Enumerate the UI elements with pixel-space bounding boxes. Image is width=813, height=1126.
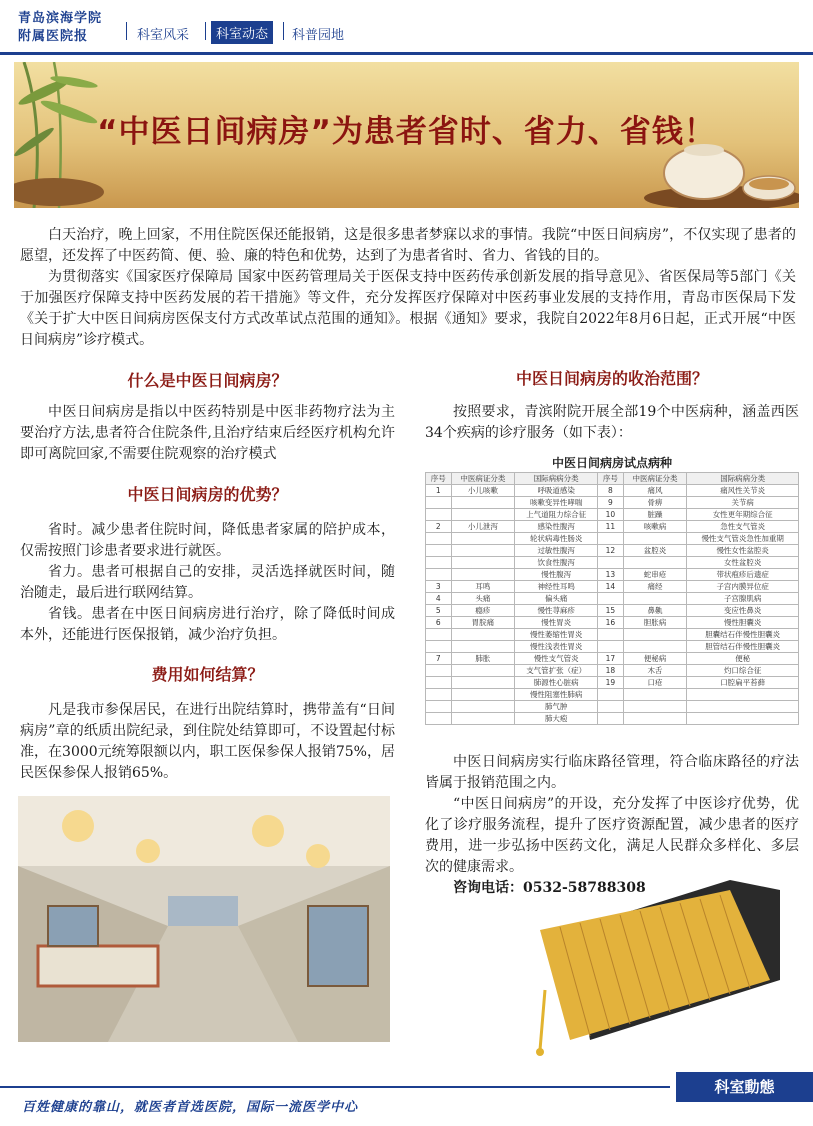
opening-paragraph: “中医日间病房”的开设，充分发挥了中医诊疗优势，优化了诊疗服务流程，提升了医疗资源配置，减少患者的医疗费用，进一步弘扬中医药文化，满足人民群众多样化、多层次的健康需求。 <box>425 796 799 875</box>
table-cell: 胆胀病 <box>623 617 687 629</box>
banner-title: “中医日间病房”为患者省时、省力、省钱！ <box>97 114 716 150</box>
table-cell: 3 <box>426 581 452 593</box>
table-cell: 肺胀 <box>451 653 515 665</box>
table-cell: 胃脘痛 <box>451 617 515 629</box>
table-cell: 口腔扁平苔藓 <box>687 677 799 689</box>
heading-what-is: 什么是中医日间病房？ <box>127 371 288 390</box>
table-cell: 变应性鼻炎 <box>687 605 799 617</box>
table-row <box>426 653 799 665</box>
table-cell <box>451 569 515 581</box>
table-cell: 口疮 <box>623 677 687 689</box>
table-cell <box>451 641 515 653</box>
table-cell: 盆腔炎 <box>623 545 687 557</box>
table-header-cell: 序号 <box>426 473 452 485</box>
table-cell <box>598 557 624 569</box>
heading-settlement: 费用如何结算？ <box>151 665 264 684</box>
nav-divider <box>205 22 206 40</box>
table-cell <box>598 713 624 725</box>
table-cell: 2 <box>426 521 452 533</box>
table-cell <box>426 497 452 509</box>
table-cell <box>623 593 687 605</box>
table-cell: 子宫腺肌病 <box>687 593 799 605</box>
table-cell: 肺大疱 <box>515 713 598 725</box>
table-cell: 头痛 <box>451 593 515 605</box>
table-cell: 轮状病毒性肠炎 <box>515 533 598 545</box>
table-cell: 肺气肿 <box>515 701 598 713</box>
table-cell <box>426 641 452 653</box>
table-cell: 慢性萎缩性胃炎 <box>515 629 598 641</box>
nav-tab-science-garden[interactable]: 科普园地 <box>292 28 345 43</box>
table-row <box>426 701 799 713</box>
what-is-paragraph: 中医日间病房是指以中医药特别是中医非药物疗法为主要治疗方法,患者符合住院条件,且治疗结束后经医疗机构允许即可离院回家,不需要住院观察的治疗模式 <box>20 404 395 462</box>
table-cell: 急性支气管炎 <box>687 521 799 533</box>
table-row <box>426 485 799 497</box>
advantage-money: 省钱。患者在中医日间病房进行治疗，除了降低时间成本外，还能进行医保报销，减少治疗负担。 <box>20 606 395 643</box>
table-cell <box>451 689 515 701</box>
nav-tab-department-news[interactable]: 科室动态 <box>211 21 273 44</box>
table-cell <box>426 533 452 545</box>
table-cell <box>426 701 452 713</box>
table-cell: 痛经 <box>623 581 687 593</box>
table-cell <box>451 497 515 509</box>
table-cell <box>598 689 624 701</box>
table-cell <box>426 545 452 557</box>
table-cell <box>623 689 687 701</box>
table-cell <box>451 533 515 545</box>
table-cell <box>623 713 687 725</box>
table-cell: 偏头痛 <box>515 593 598 605</box>
table-cell: 17 <box>598 653 624 665</box>
table-cell: 慢性浅表性胃炎 <box>515 641 598 653</box>
table-row <box>426 593 799 605</box>
table-row <box>426 605 799 617</box>
disease-table <box>425 452 799 725</box>
table-cell <box>598 629 624 641</box>
table-cell: 胆管结石伴慢性胆囊炎 <box>687 641 799 653</box>
table-cell <box>426 689 452 701</box>
table-header-row <box>426 473 799 485</box>
table-cell: 感染性腹泻 <box>515 521 598 533</box>
ward-photo <box>18 796 390 1042</box>
table-cell: 慢性女性盆腔炎 <box>687 545 799 557</box>
table-cell <box>598 533 624 545</box>
table-cell <box>426 713 452 725</box>
table-cell: 神经性耳鸣 <box>515 581 598 593</box>
table-cell: 7 <box>426 653 452 665</box>
table-cell: 耳鸣 <box>451 581 515 593</box>
table-cell <box>623 641 687 653</box>
table-row <box>426 677 799 689</box>
scope-paragraph: 按照要求，青滨附院开展全部19个中医病种，涵盖西医34个疾病的诊疗服务（如下表）： <box>425 404 799 441</box>
table-cell <box>623 533 687 545</box>
contact-phone: 咨询电话：0532-58788308 <box>453 880 646 896</box>
table-cell: 小儿咳嗽 <box>451 485 515 497</box>
header-rule <box>0 52 813 55</box>
table-cell: 慢性腹泻 <box>515 569 598 581</box>
table-row <box>426 713 799 725</box>
table-cell: 蛇串疮 <box>623 569 687 581</box>
nav-tab-department-style[interactable]: 科室风采 <box>137 28 190 43</box>
footer <box>0 1078 813 1126</box>
advantage-time: 省时。减少患者住院时间，降低患者家属的陪护成本，仅需按照门诊患者要求进行就医。 <box>20 522 395 559</box>
table-row <box>426 689 799 701</box>
table-title: 中医日间病房试点病种 <box>551 455 672 470</box>
table-cell <box>426 665 452 677</box>
table-row <box>426 665 799 677</box>
table-cell <box>451 509 515 521</box>
table-cell: 慢性支气管炎急性加重期 <box>687 533 799 545</box>
table-cell: 木舌 <box>623 665 687 677</box>
newspaper-name <box>18 10 128 46</box>
table-cell <box>687 701 799 713</box>
table-cell: 痛风 <box>623 485 687 497</box>
intro-paragraph-1: 白天治疗，晚上回家，不用住院医保还能报销，这是很多患者梦寐以求的事情。我院“中医日间病房”，不仅实现了患者的愿望，还发挥了中医药简、便、验、廉的特色和优势，达到了为患者省时、省力、省钱的目的。 <box>20 227 796 264</box>
title-banner <box>14 62 799 208</box>
table-row <box>426 617 799 629</box>
table-row <box>426 557 799 569</box>
table-row <box>426 545 799 557</box>
table-cell: 咳嗽病 <box>623 521 687 533</box>
table-cell: 过敏性腹泻 <box>515 545 598 557</box>
table-cell <box>598 641 624 653</box>
table-cell <box>623 701 687 713</box>
table-cell: 女性盆腔炎 <box>687 557 799 569</box>
nav-divider <box>283 22 284 40</box>
table-cell: 19 <box>598 677 624 689</box>
table-cell <box>426 557 452 569</box>
table-cell: 13 <box>598 569 624 581</box>
footer-rule <box>0 1086 670 1088</box>
table-cell <box>426 629 452 641</box>
table-cell: 9 <box>598 497 624 509</box>
table-cell: 4 <box>426 593 452 605</box>
table-cell: 8 <box>598 485 624 497</box>
name-line-2: 附属医院报 <box>18 29 89 44</box>
table-cell: 5 <box>426 605 452 617</box>
table-cell <box>687 713 799 725</box>
table-row <box>426 521 799 533</box>
table-cell <box>687 689 799 701</box>
table-cell: 慢性阻塞性肺病 <box>515 689 598 701</box>
table-cell: 10 <box>598 509 624 521</box>
masthead <box>0 0 813 62</box>
table-cell: 骨痹 <box>623 497 687 509</box>
table-cell <box>451 701 515 713</box>
table-header-cell: 序号 <box>598 473 624 485</box>
table-row <box>426 641 799 653</box>
table-cell: 灼口综合征 <box>687 665 799 677</box>
table-header-cell: 国际病病分类 <box>687 473 799 485</box>
table-cell: 鼻鼽 <box>623 605 687 617</box>
table-cell: 18 <box>598 665 624 677</box>
table-header-cell: 国际病病分类 <box>515 473 598 485</box>
intro-paragraph-2: 为贯彻落实《国家医疗保障局 国家中医药管理局关于医保支持中医药传承创新发展的指导意见》、省医保局等5部门《关于加强医疗保障支持中医药发展的若干措施》等文件，充分发挥医疗保障对中医药事业发展的支持作用，青岛市医保局下发《关于扩大中医日间病房医保支付方式改革试点范围的通知》。根据《通知》要求，我院自2022年8月6日起，正式开展“中医日间病房”诊疗模式。 <box>20 269 796 348</box>
table-cell: 呼吸道感染 <box>515 485 598 497</box>
advantage-effort: 省力。患者可根据自己的安排，灵活选择就医时间，随治随走，最后进行联网结算。 <box>20 564 395 601</box>
bamboo-scroll-icon <box>530 870 795 1060</box>
nav-divider <box>126 22 127 40</box>
table-cell <box>598 701 624 713</box>
table-cell: 女性更年期综合征 <box>687 509 799 521</box>
table-cell: 1 <box>426 485 452 497</box>
table-cell <box>426 569 452 581</box>
table-cell: 12 <box>598 545 624 557</box>
table-header-cell: 中医病证分类 <box>623 473 687 485</box>
table-cell: 支气管扩张（症） <box>515 665 598 677</box>
clinical-path-paragraph: 中医日间病房实行临床路径管理，符合临床路径的疗法皆属于报销范围之内。 <box>425 754 799 791</box>
table-cell: 瘾疹 <box>451 605 515 617</box>
table-cell: 16 <box>598 617 624 629</box>
table-cell <box>451 713 515 725</box>
table-cell: 饮食性腹泻 <box>515 557 598 569</box>
table-cell <box>426 677 452 689</box>
table-cell: 慢性荨麻疹 <box>515 605 598 617</box>
table-cell: 小儿泄泻 <box>451 521 515 533</box>
footer-section-tag: 科室動態 <box>676 1072 813 1102</box>
table-row <box>426 629 799 641</box>
table-cell: 便秘病 <box>623 653 687 665</box>
table-cell: 上气道阻力综合征 <box>515 509 598 521</box>
table-cell: 慢性胃炎 <box>515 617 598 629</box>
table-cell: 关节病 <box>687 497 799 509</box>
table-cell: 痛风性关节炎 <box>687 485 799 497</box>
name-line-1: 青岛滨海学院 <box>18 11 103 26</box>
table-cell: 14 <box>598 581 624 593</box>
table-cell <box>426 509 452 521</box>
table-cell: 6 <box>426 617 452 629</box>
table-cell: 慢性胆囊炎 <box>687 617 799 629</box>
table-row <box>426 509 799 521</box>
table-cell: 带状疱疹后遗症 <box>687 569 799 581</box>
table-header-cell: 中医病证分类 <box>451 473 515 485</box>
table-cell: 胆囊结石伴慢性胆囊炎 <box>687 629 799 641</box>
table-cell: 11 <box>598 521 624 533</box>
table-cell: 慢性支气管炎 <box>515 653 598 665</box>
table-cell: 15 <box>598 605 624 617</box>
table-cell <box>451 629 515 641</box>
table-cell: 咳嗽变异性哮喘 <box>515 497 598 509</box>
table-cell <box>451 545 515 557</box>
table-cell: 脏躁 <box>623 509 687 521</box>
table-row <box>426 497 799 509</box>
table-cell: 便秘 <box>687 653 799 665</box>
table-cell: 肺源性心脏病 <box>515 677 598 689</box>
heading-advantages: 中医日间病房的优势？ <box>127 485 288 504</box>
table-cell <box>451 677 515 689</box>
footer-slogan: 百姓健康的靠山，就医者首选医院，国际一流医学中心 <box>22 1100 359 1115</box>
table-row <box>426 581 799 593</box>
table-cell <box>451 557 515 569</box>
table-row <box>426 569 799 581</box>
table-cell <box>451 665 515 677</box>
table-cell <box>598 593 624 605</box>
table-cell <box>623 629 687 641</box>
table-cell: 子宫内膜异位症 <box>687 581 799 593</box>
table-row <box>426 533 799 545</box>
table-cell <box>623 557 687 569</box>
settlement-paragraph: 凡是我市参保居民，在进行出院结算时，携带盖有“日间病房”章的纸质出院纪录，到住院处结算即可，不设置起付标准，在3000元统筹限额以内，职工医保参保人报销75%，居民医保参保人报销65%。 <box>20 702 395 781</box>
heading-scope: 中医日间病房的收治范围？ <box>515 369 708 388</box>
